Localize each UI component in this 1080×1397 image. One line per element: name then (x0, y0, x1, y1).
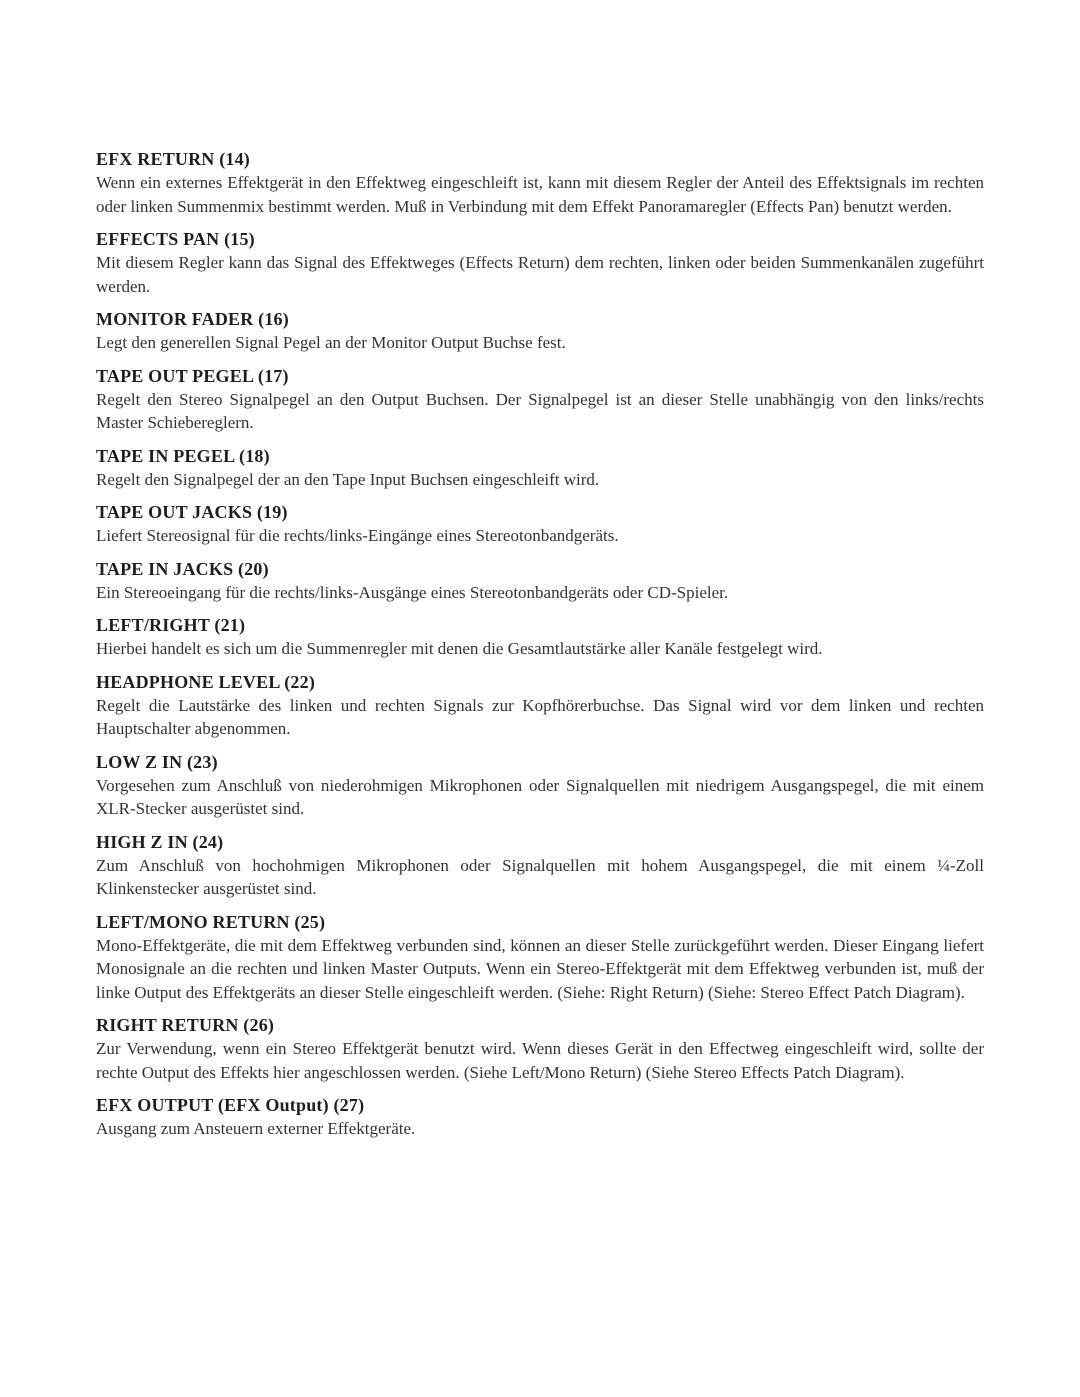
section-tape-in-jacks (96, 558, 984, 605)
section-left-mono-return (96, 911, 984, 1005)
section-text: Zur Verwendung, wenn ein Stereo Effektgerät benutzt wird. Wenn dieses Gerät in den Effectweg eingeschleift wird, sollte der rechte Output des Effekts hier angeschlossen werden. (Siehe Left/Mono Return) (Siehe Stereo Effects Patch Diagram). (96, 1039, 984, 1082)
section-tape-out-jacks (96, 501, 984, 548)
section-headphone-level (96, 671, 984, 741)
section-text: Ausgang zum Ansteuern externer Effektgeräte. (96, 1119, 416, 1138)
section-tape-in-pegel (96, 445, 984, 492)
section-efx-return (96, 148, 984, 218)
section-text: Wenn ein externes Effektgerät in den Effektweg eingeschleift ist, kann mit diesem Regler der Anteil des Effektsignals im rechten oder linken Summenmix bestimmt werden. Muß in Verbindung mit dem Effekt Panoramaregler (Effects Pan) benutzt werden. (96, 173, 984, 216)
section-heading: RIGHT RETURN (26) (96, 1015, 275, 1035)
section-heading: TAPE OUT JACKS (19) (96, 502, 288, 522)
section-heading: TAPE OUT PEGEL (17) (96, 365, 289, 386)
section-heading: MONITOR FADER (16) (96, 309, 289, 329)
section-text: Regelt die Lautstärke des linken und rechten Signals zur Kopfhörerbuchse. Das Signal wird vor dem linken und rechten Hauptschalter abgenommen. (96, 695, 984, 738)
section-text: Ein Stereoeingang für die rechts/links-Ausgänge eines Stereotonbandgeräts oder CD-Spieler. (96, 582, 729, 602)
section-high-z-in (96, 831, 984, 901)
section-text: Liefert Stereosignal für die rechts/links-Eingänge eines Stereotonbandgeräts. (96, 526, 619, 545)
section-text: Legt den generellen Signal Pegel an der Monitor Output Buchse fest. (96, 333, 566, 352)
section-right-return (96, 1014, 984, 1084)
section-tape-out-pegel (96, 365, 984, 435)
section-text: Zum Anschluß von hochohmigen Mikrophonen oder Signalquellen mit hohem Ausgangspegel, die mit einem ¼-Zoll Klinkenstecker ausgerüstet sind. (96, 855, 984, 898)
section-heading: HIGH Z IN (24) (96, 831, 224, 852)
section-text: Regelt den Stereo Signalpegel an den Output Buchsen. Der Signalpegel ist an dieser Stelle unabhängig von den links/rechts Master Schiebereglern. (96, 389, 984, 432)
section-monitor-fader (96, 308, 984, 355)
section-low-z-in (96, 751, 984, 821)
section-text: Regelt den Signalpegel der an den Tape Input Buchsen eingeschleift wird. (96, 469, 600, 489)
section-text: Vorgesehen zum Anschluß von niederohmigen Mikrophonen oder Signalquellen mit niedrigem Ausgangspegel, die mit einem XLR-Stecker ausgerüstet sind. (96, 775, 984, 818)
section-heading: LEFT/RIGHT (21) (96, 615, 246, 635)
section-heading: EFX RETURN (14) (96, 149, 250, 169)
section-heading: TAPE IN JACKS (20) (96, 558, 269, 579)
section-heading: LEFT/MONO RETURN (25) (96, 911, 326, 932)
section-heading: HEADPHONE LEVEL (22) (96, 671, 316, 692)
section-heading: EFFECTS PAN (15) (96, 229, 255, 249)
section-efx-output (96, 1094, 984, 1141)
section-effects-pan (96, 228, 984, 298)
section-heading: LOW Z IN (23) (96, 751, 218, 772)
section-heading: TAPE IN PEGEL (18) (96, 445, 270, 466)
manual-page (96, 148, 984, 1151)
section-text: Mit diesem Regler kann das Signal des Effektweges (Effects Return) dem rechten, linken oder beiden Summenkanälen zugeführt werden. (96, 253, 984, 296)
section-left-right (96, 614, 984, 661)
section-text: Hierbei handelt es sich um die Summenregler mit denen die Gesamtlautstärke aller Kanäle festgelegt wird. (96, 639, 823, 658)
section-heading: EFX OUTPUT (EFX Output) (27) (96, 1095, 365, 1115)
section-text: Mono-Effektgeräte, die mit dem Effektweg verbunden sind, können an dieser Stelle zurückgeführt werden. Dieser Eingang liefert Monosignale an die rechten und linken Master Outputs. Wenn ein Stereo-Effektgerät mit dem Effektweg verbunden ist, muß der linke Output des Effektgeräts an dieser Stelle eingeschleift werden. (Siehe: Right Return) (Siehe: Stereo Effect Patch Diagram). (96, 935, 984, 1002)
